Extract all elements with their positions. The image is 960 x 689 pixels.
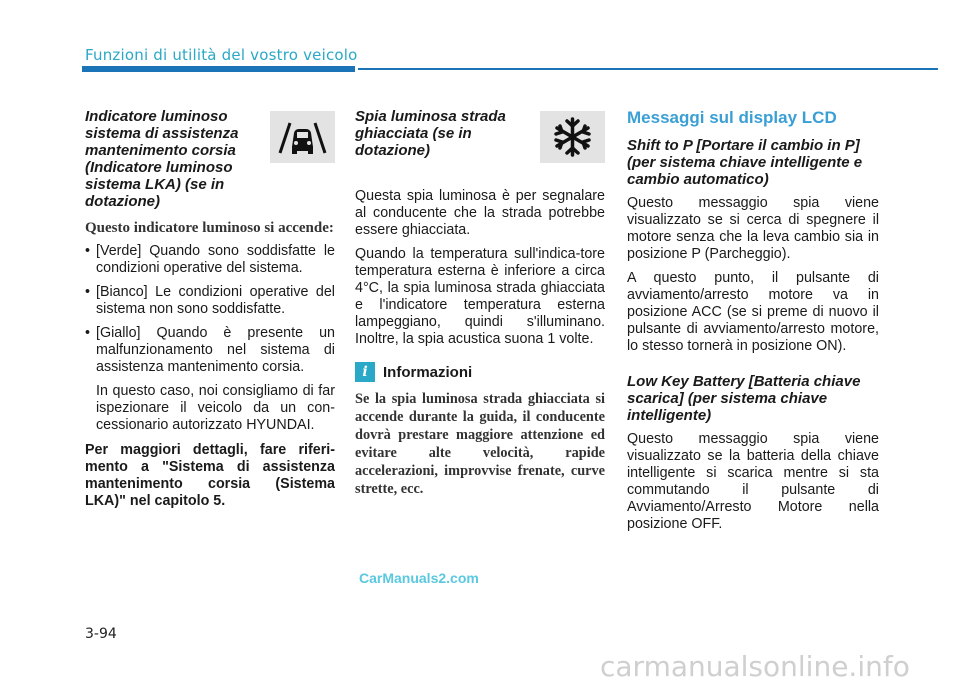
icy-road-para-2: Quando la temperatura sull'indica-tore temperatura esterna è inferiore a circa 4°C, la spia luminosa strada ghiacciata e l'indicatore temperatura esterna lampeggiano, quindi s'illuminano. Inoltre, la spia acustica suona 1 volte.: [355, 246, 605, 347]
icy-road-heading: Spia luminosa strada ghiacciata (se in dotazione): [355, 108, 506, 159]
shift-to-p-para-1: Questo messaggio spia viene visualizzato se si cerca di spegnere il motore senza che la leva cambio sia in posizione P (Parcheggio).: [627, 195, 879, 262]
info-text: Se la spia luminosa strada ghiacciata si accende durante la guida, il conducente dovrà prestare maggiore attenzione ed evitare alte velocità, rapide accelerazioni, improvvise frenate, curve strette, ecc.: [355, 391, 605, 497]
lka-reference: Per maggiori dettagli, fare riferi-mento a "Sistema di assistenza mantenimento corsia (Sistema LKA)" nel capitolo 5.: [85, 442, 335, 509]
info-icon: i: [355, 362, 375, 382]
shift-to-p-heading: Shift to P [Portare il cambio in P] (per sistema chiave intelligente e cambio automatico): [627, 137, 863, 188]
column-icy-road: [355, 108, 605, 498]
list-item: • [Verde] Quando sono soddisfatte le condizioni operative del sistema.: [85, 243, 335, 277]
header-bar-dark: [82, 66, 355, 72]
lka-bullet-list: [85, 243, 335, 376]
shift-to-p-para-2: A questo punto, il pulsante di avviamento/arresto motore va in posizione ACC (se si preme di nuovo il pulsante di avviamento/arresto motore, lo stesso tornerà in posizione ON).: [627, 270, 879, 354]
column-lcd-messages: [627, 108, 879, 540]
lcd-section-title: Messaggi sul display LCD: [627, 108, 837, 127]
info-title: Informazioni: [383, 363, 473, 381]
list-item: • [Giallo] Quando è presente un malfunzionamento nel sistema di assistenza mantenimento corsia.: [85, 325, 335, 376]
page-number: 3-94: [85, 626, 117, 642]
info-header: [355, 362, 605, 382]
lka-lead: Questo indicatore luminoso si accende:: [85, 220, 334, 236]
carmanualsonline-watermark: carmanualsonline.info: [600, 650, 910, 683]
snowflake-icon: [540, 111, 605, 163]
carmanuals-watermark[interactable]: CarManuals2.com: [359, 570, 479, 586]
header-title: Funzioni di utilità del vostro veicolo: [85, 46, 358, 64]
lka-note: In questo caso, noi consigliamo di far ispezionare il veicolo da un con-cessionario autorizzato HYUNDAI.: [96, 383, 335, 433]
header-bar-line: [358, 68, 938, 70]
low-key-battery-heading: Low Key Battery [Batteria chiave scarica] (per sistema chiave intelligente): [627, 373, 861, 424]
lane-keeping-icon: [270, 111, 335, 163]
low-key-battery-para: Questo messaggio spia viene visualizzato se la batteria della chiave intelligente si scarica mentre si sta commutando il pulsante di Avviamento/Arresto Motore nella posizione OFF.: [627, 431, 879, 532]
lka-heading: Indicatore luminoso sistema di assistenza mantenimento corsia (Indicatore luminoso sistema LKA) (se in dotazione): [85, 108, 239, 210]
icy-road-para-1: Questa spia luminosa è per segnalare al conducente che la strada potrebbe essere ghiacciata.: [355, 188, 605, 238]
list-item: • [Bianco] Le condizioni operative del sistema non sono soddisfatte.: [85, 284, 335, 318]
column-lka: [85, 108, 335, 510]
